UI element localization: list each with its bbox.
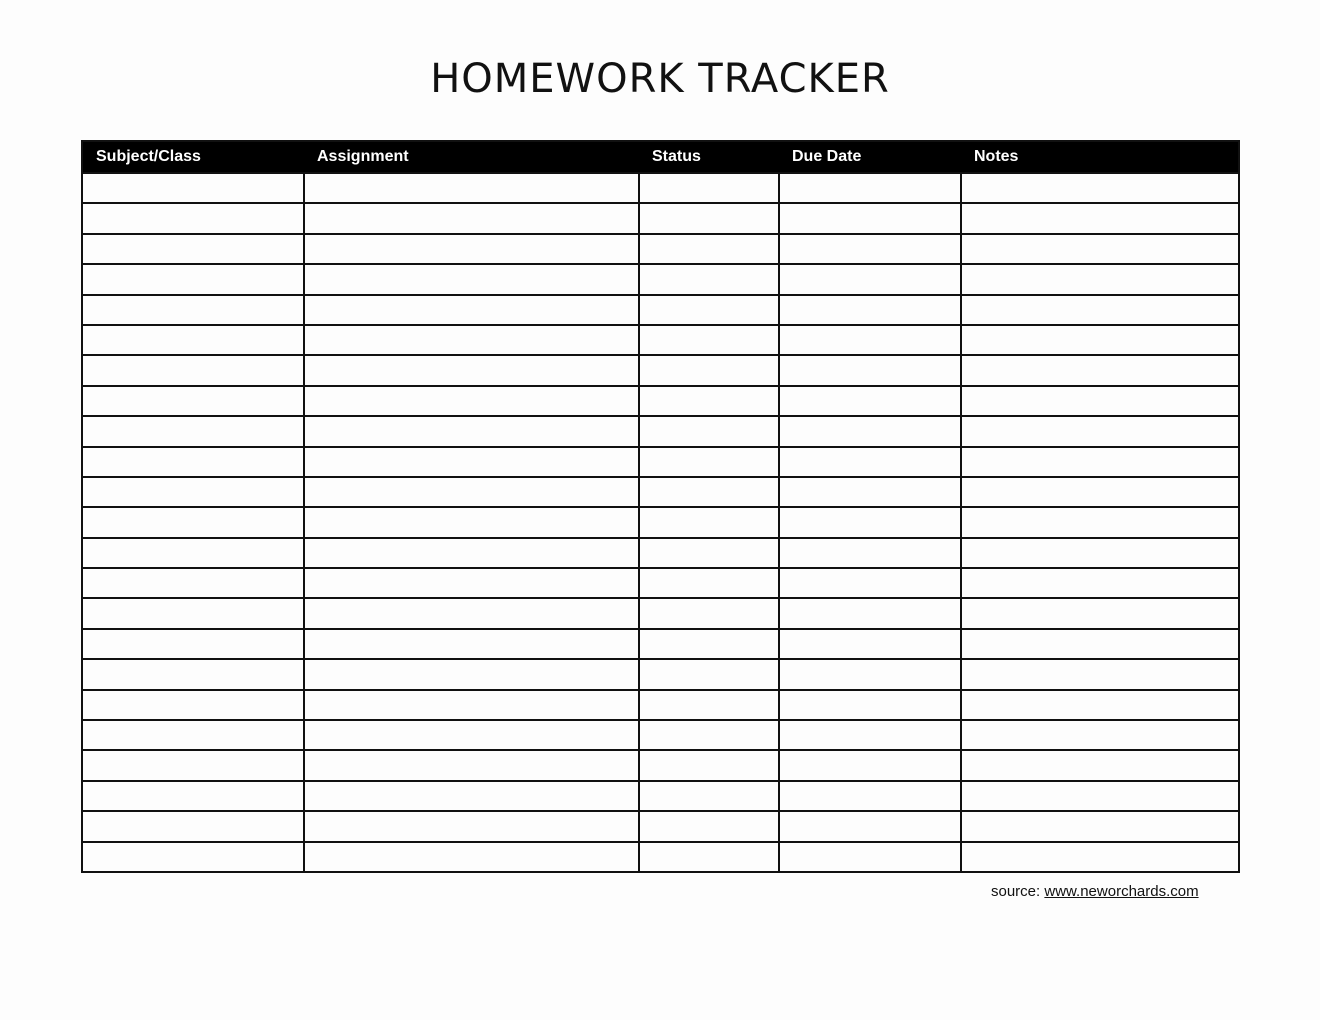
cell-subject[interactable] bbox=[82, 842, 304, 872]
table-row bbox=[82, 386, 1239, 416]
cell-status[interactable] bbox=[639, 598, 779, 628]
cell-assignment[interactable] bbox=[304, 173, 639, 203]
cell-assignment[interactable] bbox=[304, 690, 639, 720]
cell-due-date[interactable] bbox=[779, 416, 961, 446]
cell-status[interactable] bbox=[639, 750, 779, 780]
table-row bbox=[82, 629, 1239, 659]
cell-due-date[interactable] bbox=[779, 203, 961, 233]
cell-subject[interactable] bbox=[82, 477, 304, 507]
cell-notes[interactable] bbox=[961, 203, 1239, 233]
cell-assignment[interactable] bbox=[304, 416, 639, 446]
cell-assignment[interactable] bbox=[304, 811, 639, 841]
cell-subject[interactable] bbox=[82, 598, 304, 628]
cell-due-date[interactable] bbox=[779, 659, 961, 689]
cell-subject[interactable] bbox=[82, 203, 304, 233]
table-row bbox=[82, 203, 1239, 233]
cell-assignment[interactable] bbox=[304, 750, 639, 780]
cell-assignment[interactable] bbox=[304, 325, 639, 355]
cell-assignment[interactable] bbox=[304, 295, 639, 325]
cell-notes[interactable] bbox=[961, 659, 1239, 689]
cell-assignment[interactable] bbox=[304, 538, 639, 568]
cell-status[interactable] bbox=[639, 234, 779, 264]
cell-notes[interactable] bbox=[961, 538, 1239, 568]
table-row bbox=[82, 781, 1239, 811]
source-credit bbox=[991, 883, 1199, 900]
cell-notes[interactable] bbox=[961, 173, 1239, 203]
cell-due-date[interactable] bbox=[779, 781, 961, 811]
cell-due-date[interactable] bbox=[779, 750, 961, 780]
cell-subject[interactable] bbox=[82, 629, 304, 659]
cell-subject[interactable] bbox=[82, 447, 304, 477]
cell-due-date[interactable] bbox=[779, 598, 961, 628]
cell-subject[interactable] bbox=[82, 811, 304, 841]
cell-due-date[interactable] bbox=[779, 568, 961, 598]
source-label: source: bbox=[991, 883, 1041, 900]
cell-subject[interactable] bbox=[82, 264, 304, 294]
cell-notes[interactable] bbox=[961, 477, 1239, 507]
table-row bbox=[82, 355, 1239, 385]
cell-due-date[interactable] bbox=[779, 295, 961, 325]
cell-assignment[interactable] bbox=[304, 629, 639, 659]
cell-status[interactable] bbox=[639, 173, 779, 203]
cell-subject[interactable] bbox=[82, 355, 304, 385]
cell-subject[interactable] bbox=[82, 173, 304, 203]
table-row bbox=[82, 173, 1239, 203]
cell-due-date[interactable] bbox=[779, 264, 961, 294]
cell-status[interactable] bbox=[639, 659, 779, 689]
cell-subject[interactable] bbox=[82, 720, 304, 750]
cell-due-date[interactable] bbox=[779, 690, 961, 720]
cell-assignment[interactable] bbox=[304, 842, 639, 872]
cell-notes[interactable] bbox=[961, 447, 1239, 477]
cell-status[interactable] bbox=[639, 811, 779, 841]
cell-assignment[interactable] bbox=[304, 781, 639, 811]
cell-due-date[interactable] bbox=[779, 447, 961, 477]
cell-due-date[interactable] bbox=[779, 173, 961, 203]
cell-subject[interactable] bbox=[82, 538, 304, 568]
table-row bbox=[82, 598, 1239, 628]
cell-notes[interactable] bbox=[961, 598, 1239, 628]
cell-subject[interactable] bbox=[82, 690, 304, 720]
cell-assignment[interactable] bbox=[304, 447, 639, 477]
cell-subject[interactable] bbox=[82, 507, 304, 537]
table-row bbox=[82, 325, 1239, 355]
column-header-assignment: Assignment bbox=[304, 141, 639, 173]
source-link[interactable]: www.neworchards.com bbox=[1044, 883, 1199, 900]
cell-assignment[interactable] bbox=[304, 203, 639, 233]
cell-notes[interactable] bbox=[961, 386, 1239, 416]
cell-assignment[interactable] bbox=[304, 355, 639, 385]
cell-notes[interactable] bbox=[961, 355, 1239, 385]
cell-status[interactable] bbox=[639, 568, 779, 598]
cell-status[interactable] bbox=[639, 629, 779, 659]
table-header-row bbox=[82, 141, 1239, 173]
table-row bbox=[82, 447, 1239, 477]
cell-due-date[interactable] bbox=[779, 234, 961, 264]
cell-status[interactable] bbox=[639, 264, 779, 294]
cell-notes[interactable] bbox=[961, 234, 1239, 264]
cell-notes[interactable] bbox=[961, 842, 1239, 872]
cell-due-date[interactable] bbox=[779, 507, 961, 537]
homework-table bbox=[81, 140, 1240, 873]
cell-notes[interactable] bbox=[961, 629, 1239, 659]
cell-assignment[interactable] bbox=[304, 598, 639, 628]
cell-notes[interactable] bbox=[961, 507, 1239, 537]
table-row bbox=[82, 538, 1239, 568]
cell-assignment[interactable] bbox=[304, 386, 639, 416]
cell-due-date[interactable] bbox=[779, 811, 961, 841]
cell-notes[interactable] bbox=[961, 416, 1239, 446]
cell-due-date[interactable] bbox=[779, 629, 961, 659]
page-title: HOMEWORK TRACKER bbox=[430, 56, 890, 102]
cell-subject[interactable] bbox=[82, 234, 304, 264]
cell-status[interactable] bbox=[639, 477, 779, 507]
cell-assignment[interactable] bbox=[304, 234, 639, 264]
cell-due-date[interactable] bbox=[779, 720, 961, 750]
cell-due-date[interactable] bbox=[779, 325, 961, 355]
cell-status[interactable] bbox=[639, 416, 779, 446]
table-row bbox=[82, 842, 1239, 872]
cell-subject[interactable] bbox=[82, 416, 304, 446]
table-row bbox=[82, 811, 1239, 841]
cell-subject[interactable] bbox=[82, 568, 304, 598]
table-row bbox=[82, 750, 1239, 780]
cell-due-date[interactable] bbox=[779, 355, 961, 385]
cell-notes[interactable] bbox=[961, 295, 1239, 325]
cell-status[interactable] bbox=[639, 842, 779, 872]
table-row bbox=[82, 690, 1239, 720]
cell-status[interactable] bbox=[639, 447, 779, 477]
cell-status[interactable] bbox=[639, 507, 779, 537]
table-row bbox=[82, 507, 1239, 537]
cell-status[interactable] bbox=[639, 720, 779, 750]
cell-status[interactable] bbox=[639, 355, 779, 385]
cell-notes[interactable] bbox=[961, 811, 1239, 841]
column-header-due-date: Due Date bbox=[779, 141, 961, 173]
cell-assignment[interactable] bbox=[304, 659, 639, 689]
cell-assignment[interactable] bbox=[304, 264, 639, 294]
cell-notes[interactable] bbox=[961, 720, 1239, 750]
cell-subject[interactable] bbox=[82, 659, 304, 689]
cell-notes[interactable] bbox=[961, 781, 1239, 811]
cell-subject[interactable] bbox=[82, 781, 304, 811]
column-header-notes: Notes bbox=[961, 141, 1239, 173]
cell-notes[interactable] bbox=[961, 750, 1239, 780]
table-row bbox=[82, 720, 1239, 750]
column-header-subject: Subject/Class bbox=[82, 141, 304, 173]
cell-status[interactable] bbox=[639, 386, 779, 416]
table-row bbox=[82, 568, 1239, 598]
cell-assignment[interactable] bbox=[304, 568, 639, 598]
cell-status[interactable] bbox=[639, 690, 779, 720]
cell-notes[interactable] bbox=[961, 568, 1239, 598]
cell-status[interactable] bbox=[639, 203, 779, 233]
cell-subject[interactable] bbox=[82, 750, 304, 780]
cell-notes[interactable] bbox=[961, 325, 1239, 355]
cell-status[interactable] bbox=[639, 781, 779, 811]
table-row bbox=[82, 264, 1239, 294]
column-header-status: Status bbox=[639, 141, 779, 173]
cell-status[interactable] bbox=[639, 325, 779, 355]
cell-due-date[interactable] bbox=[779, 842, 961, 872]
cell-notes[interactable] bbox=[961, 264, 1239, 294]
table-row bbox=[82, 477, 1239, 507]
cell-status[interactable] bbox=[639, 295, 779, 325]
cell-subject[interactable] bbox=[82, 295, 304, 325]
table-row bbox=[82, 659, 1239, 689]
cell-subject[interactable] bbox=[82, 325, 304, 355]
cell-notes[interactable] bbox=[961, 690, 1239, 720]
table-row bbox=[82, 234, 1239, 264]
table-row bbox=[82, 416, 1239, 446]
cell-status[interactable] bbox=[639, 538, 779, 568]
cell-due-date[interactable] bbox=[779, 477, 961, 507]
table-row bbox=[82, 295, 1239, 325]
cell-assignment[interactable] bbox=[304, 507, 639, 537]
cell-subject[interactable] bbox=[82, 386, 304, 416]
cell-assignment[interactable] bbox=[304, 477, 639, 507]
cell-due-date[interactable] bbox=[779, 386, 961, 416]
cell-due-date[interactable] bbox=[779, 538, 961, 568]
cell-assignment[interactable] bbox=[304, 720, 639, 750]
